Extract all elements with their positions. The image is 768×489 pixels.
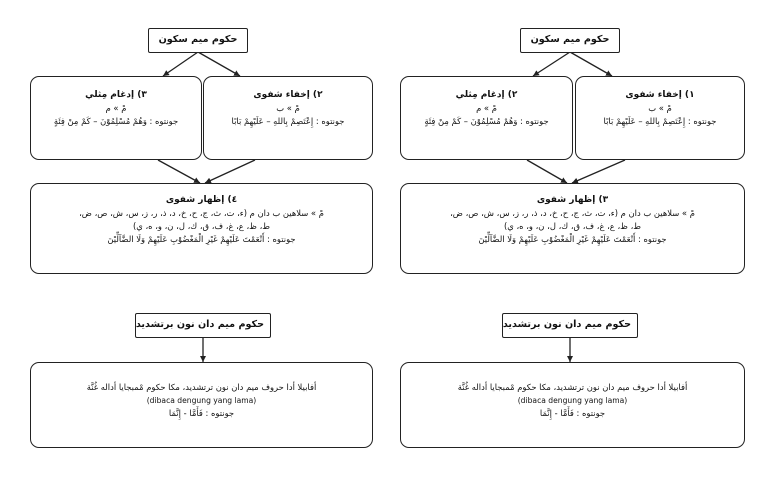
- left-izhar-letters-1: مْ » سلاهين ب دان م (ء، ت، ث، ج، ح، خ، د، ذ، ر، ز، س، ش، ص، ض،: [79, 208, 324, 218]
- left-izhar-box: [30, 183, 373, 274]
- right-izhar-example: جونتوه : أَنْعَمْتَ عَلَيْهِمْ غَيْرِ الْمَغْضُوْبِ عَلَيْهِمْ وَلَا الضَّآلِّيْنَ: [478, 234, 667, 244]
- left-izhar-example: جونتوه : أَنْعَمْتَ عَلَيْهِمْ غَيْرِ الْمَغْضُوْبِ عَلَيْهِمْ وَلَا الضَّآلِّيْنَ: [107, 234, 296, 244]
- left-idgham-example: جونتوه : وَهُمْ مُسْلِمُوْنَ – كَمْ مِنْ فِئَةٍ: [53, 116, 179, 126]
- arrow-left-b-to-c: [158, 160, 200, 183]
- arrow-left-a-to-c: [205, 160, 255, 183]
- arrow-right-b-to-c: [527, 160, 567, 183]
- left-idgham-rule: مْ » م: [105, 103, 127, 113]
- left-idgham-heading: ٣) إدغام مِثلي: [85, 90, 147, 100]
- right-ikhfa-box: [575, 76, 745, 160]
- left-idgham-box: [30, 76, 202, 160]
- left-ghunnah-latin: (dibaca dengung yang lama): [146, 396, 257, 405]
- right-ghunnah-text: أفابيلا أدا حروف ميم دان نون ترتشديد، مكا حكوم مْمبجايا أداله غُنَّة: [457, 382, 688, 392]
- right-idgham-heading: ٢) إدغام مِثلي: [455, 90, 518, 100]
- right-ghunnah-latin: (dibaca dengung yang lama): [517, 396, 628, 405]
- left-ikhfa-rule: مْ » ب: [276, 103, 300, 113]
- arrow-right-title-to-b: [533, 52, 570, 76]
- right-izhar-letters-2: ط، ظ، ع، غ، ف، ق، ك، ل، ن، و، ه، ي): [503, 221, 642, 231]
- left-mim-sukun-title: حكوم ميم سكون: [148, 28, 248, 53]
- right-ikhfa-heading: ١) إخفاء شفوى: [625, 90, 695, 100]
- right-nun-title: حكوم ميم دان نون برتشديد: [502, 313, 638, 338]
- right-izhar-box: [400, 183, 745, 274]
- left-nun-title: حكوم ميم دان نون برتشديد: [135, 313, 271, 338]
- right-idgham-example: جونتوه : وَهُمْ مُسْلِمُوْنَ – كَمْ مِنْ فِئَةٍ: [424, 116, 549, 126]
- arrow-left-title-to-a: [198, 52, 240, 76]
- left-izhar-letters-2: ط، ظ، ع، غ، ف، ق، ك، ل، ن، و، ه، ي): [132, 221, 271, 231]
- arrow-right-a-to-c: [572, 160, 625, 183]
- left-ikhfa-box: [203, 76, 373, 160]
- left-ikhfa-example: جونتوه : إِعْتَصِمْ بِاللهِ – عَلَيْهِمْ بَابًا: [231, 116, 345, 126]
- right-mim-sukun-title: حكوم ميم سكون: [520, 28, 620, 53]
- right-ikhfa-rule: مْ » ب: [648, 103, 672, 113]
- right-izhar-letters-1: مْ » سلاهين ب دان م (ء، ت، ث، ج، ح، خ، د، ذ، ر، ز، س، ش، ص، ض،: [450, 208, 695, 218]
- left-ghunnah-box: [30, 362, 373, 448]
- left-ikhfa-heading: ٢) إخفاء شفوى: [253, 90, 323, 100]
- right-ghunnah-example: جونتوه : فَأَمَّا - إِنَّمَا: [539, 408, 606, 418]
- right-idgham-rule: مْ » م: [476, 103, 497, 113]
- arrow-left-title-to-b: [163, 52, 198, 76]
- right-ghunnah-box: [400, 362, 745, 448]
- right-izhar-heading: ٣) إظهار شفوى: [536, 195, 609, 205]
- left-ghunnah-text: أفابيلا أدا حروف ميم دان نون ترتشديد، مكا حكوم مْمبجايا أداله غُنَّة: [86, 382, 317, 392]
- left-izhar-heading: ٤) إظهار شفوى: [165, 195, 238, 205]
- right-idgham-box: [400, 76, 573, 160]
- arrow-right-title-to-a: [570, 52, 612, 76]
- right-ikhfa-example: جونتوه : إِعْتَصِمْ بِاللهِ – عَلَيْهِمْ بَابًا: [603, 116, 717, 126]
- left-ghunnah-example: جونتوه : فَأَمَّا - إِنَّمَا: [168, 408, 235, 418]
